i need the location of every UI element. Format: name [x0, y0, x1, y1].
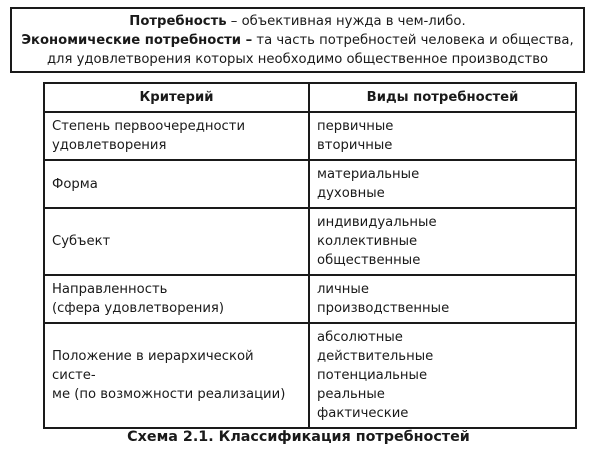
table-row	[44, 275, 576, 323]
type-item: общественные	[317, 253, 421, 268]
definition-text-economic-needs: та часть потребностей человека и общества,	[252, 33, 574, 48]
type-item: первичные	[317, 119, 394, 134]
definition-line-1	[12, 12, 583, 31]
types-cell	[309, 160, 576, 208]
header-criterion: Критерий	[44, 83, 309, 112]
definition-line-2	[12, 31, 583, 50]
criterion-cell: Форма	[44, 160, 309, 208]
definition-box	[10, 7, 585, 73]
type-item: производственные	[317, 301, 450, 316]
criterion-cell: Субъект	[44, 208, 309, 275]
type-item: коллективные	[317, 234, 418, 249]
type-item: вторичные	[317, 138, 393, 153]
definition-line-3: для удовлетворения которых необходимо общественное производство	[46, 52, 549, 67]
table-row	[44, 323, 576, 428]
type-item: реальные	[317, 387, 385, 402]
types-cell	[309, 112, 576, 160]
type-item: абсолютные	[317, 330, 403, 345]
type-item: индивидуальные	[317, 215, 437, 230]
definition-term-need: Потребность	[129, 14, 227, 29]
table-header-row	[44, 83, 576, 112]
figure-caption: Схема 2.1. Классификация потребностей	[127, 429, 470, 445]
classification-table	[43, 82, 577, 429]
definition-term-economic-needs: Экономические потребности –	[21, 33, 253, 48]
header-types: Виды потребностей	[309, 83, 576, 112]
criterion-cell: Степень первоочередности удовлетворения	[44, 112, 309, 160]
type-item: потенциальные	[317, 368, 428, 383]
type-item: материальные	[317, 167, 420, 182]
criterion-cell: Направленность (сфера удовлетворения)	[44, 275, 309, 323]
type-item: фактические	[317, 406, 409, 421]
type-item: личные	[317, 282, 369, 297]
table-row	[44, 112, 576, 160]
type-item: действительные	[317, 349, 434, 364]
types-cell	[309, 208, 576, 275]
definition-text-need: – объективная нужда в чем-либо.	[226, 14, 466, 29]
type-item: духовные	[317, 186, 385, 201]
types-cell	[309, 275, 576, 323]
types-cell	[309, 323, 576, 428]
table-row	[44, 208, 576, 275]
table-row	[44, 160, 576, 208]
criterion-cell: Положение в иерархической систе- ме (по возможности реализации)	[44, 323, 309, 428]
